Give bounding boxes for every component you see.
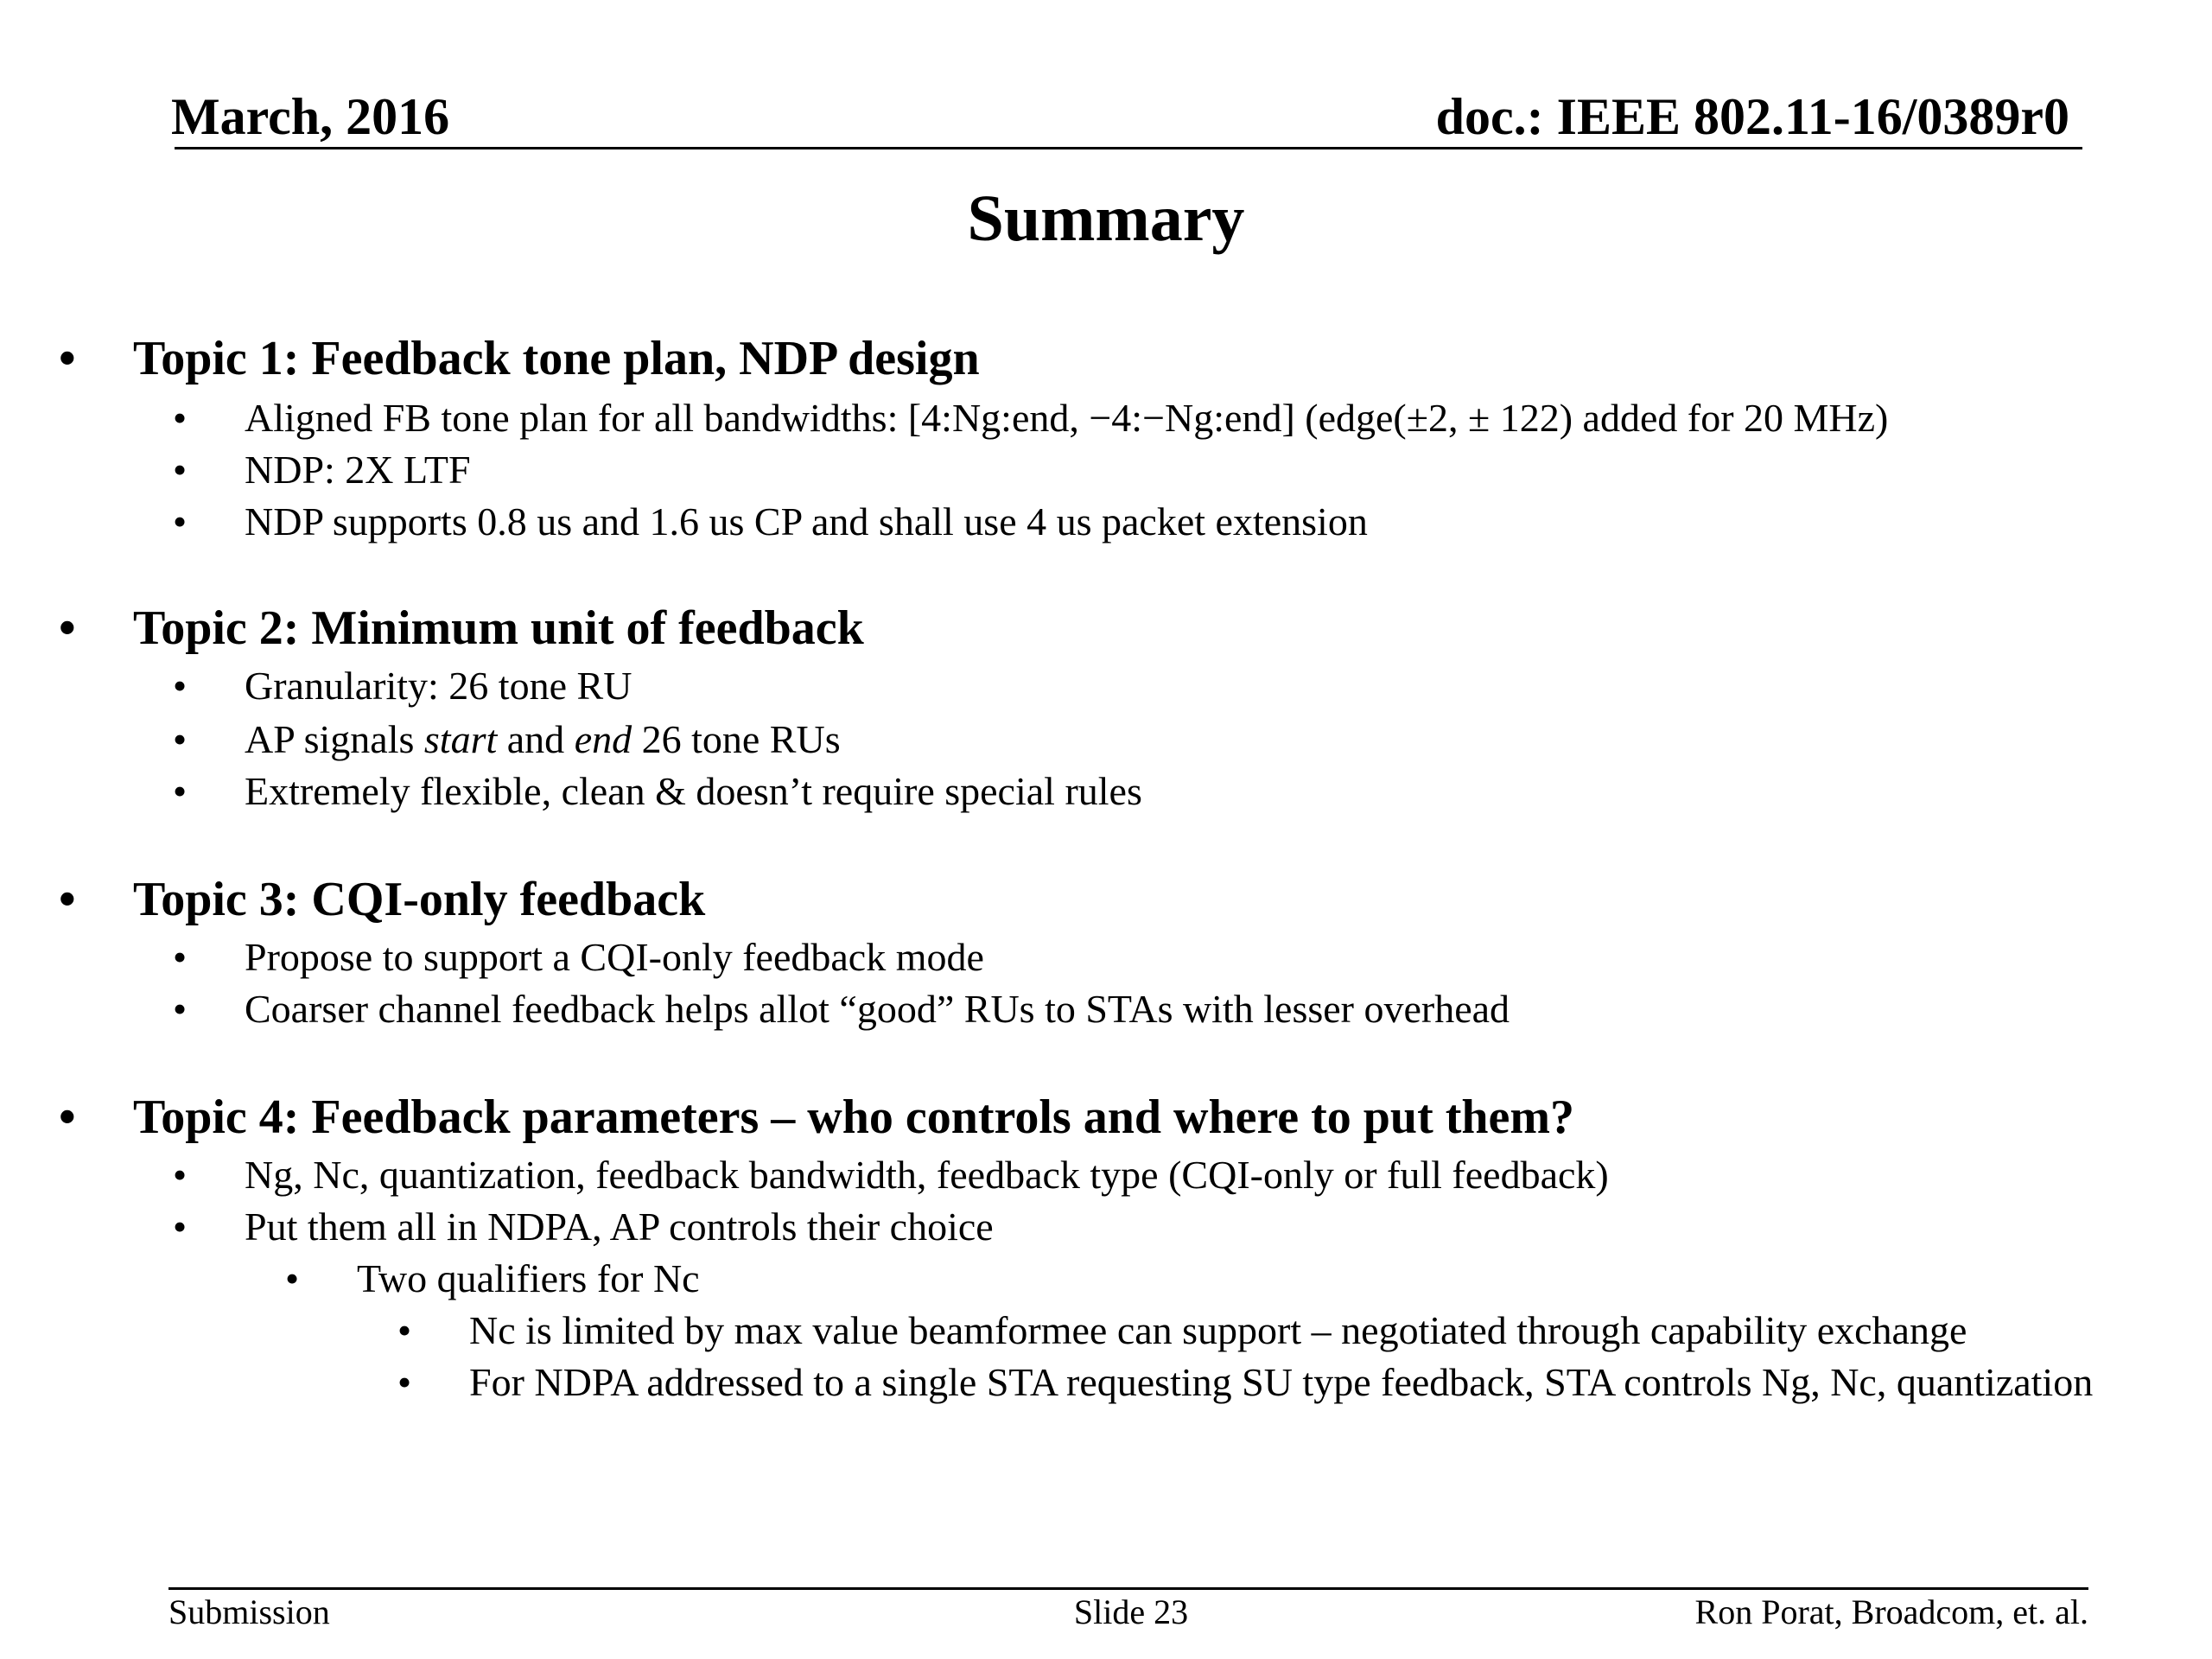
topic-3-item-1: Propose to support a CQI-only feedback mode bbox=[245, 935, 984, 979]
topic-4-subsubitem-1: Nc is limited by max value beamformee can support – negotiated through capability exchange bbox=[469, 1308, 1967, 1352]
topic-1-item-2: NDP: 2X LTF bbox=[245, 448, 471, 492]
item-text-part: AP signals bbox=[245, 717, 424, 761]
header-divider bbox=[175, 147, 2082, 149]
footer-submission: Submission bbox=[168, 1592, 330, 1631]
topic-1-heading: Topic 1: Feedback tone plan, NDP design bbox=[133, 332, 980, 385]
item-text-emphasis: start bbox=[423, 717, 498, 761]
bullet-icon: • bbox=[173, 935, 188, 979]
header-doc-id: doc.: IEEE 802.11-16/0389r0 bbox=[1435, 88, 2069, 145]
topic-2-item-2 bbox=[245, 715, 841, 764]
topic-1-item-3: NDP supports 0.8 us and 1.6 us CP and shall use 4 us packet extension bbox=[245, 499, 1368, 543]
bullet-icon: • bbox=[59, 873, 76, 926]
topic-4-item-2: Put them all in NDPA, AP controls their choice bbox=[245, 1205, 994, 1249]
slide-title: Summary bbox=[967, 182, 1245, 255]
bullet-icon: • bbox=[173, 1153, 188, 1197]
bullet-icon: • bbox=[173, 987, 188, 1031]
bullet-icon: • bbox=[59, 332, 76, 385]
bullet-icon: • bbox=[59, 601, 76, 655]
item-text-part: and bbox=[497, 717, 575, 761]
header-date: March, 2016 bbox=[171, 88, 450, 145]
topic-3-heading: Topic 3: CQI-only feedback bbox=[133, 873, 706, 926]
footer-slide-number: Slide 23 bbox=[1073, 1592, 1189, 1631]
bullet-icon: • bbox=[173, 664, 188, 708]
bullet-icon: • bbox=[173, 448, 188, 492]
bullet-icon: • bbox=[397, 1360, 412, 1404]
topic-4-item-1: Ng, Nc, quantization, feedback bandwidth, feedback type (CQI-only or full feedback) bbox=[245, 1153, 1609, 1197]
bullet-icon: • bbox=[173, 499, 188, 543]
topic-2-item-1: Granularity: 26 tone RU bbox=[245, 664, 632, 708]
bullet-icon: • bbox=[173, 717, 188, 761]
topic-2-heading: Topic 2: Minimum unit of feedback bbox=[133, 601, 864, 655]
topic-3-item-2: Coarser channel feedback helps allot “good” RUs to STAs with lesser overhead bbox=[245, 987, 1510, 1031]
bullet-icon: • bbox=[397, 1308, 412, 1352]
item-text-part: 26 tone RUs bbox=[632, 717, 841, 761]
bullet-icon: • bbox=[285, 1256, 300, 1300]
item-text-emphasis: end bbox=[574, 717, 632, 761]
footer-author: Ron Porat, Broadcom, et. al. bbox=[1694, 1592, 2088, 1631]
bullet-icon: • bbox=[173, 1205, 188, 1249]
topic-4-subitem: Two qualifiers for Nc bbox=[357, 1256, 700, 1300]
topic-4-subsubitem-2: For NDPA addressed to a single STA requesting SU type feedback, STA controls Ng, Nc, quantization bbox=[469, 1360, 2094, 1404]
topic-2-item-3: Extremely flexible, clean & doesn’t require special rules bbox=[245, 769, 1142, 813]
topic-1-item-1: Aligned FB tone plan for all bandwidths: [4:Ng:end, −4:−Ng:end] (edge(±2, ± 122) added for 20 MHz) bbox=[245, 396, 1889, 440]
bullet-icon: • bbox=[173, 769, 188, 813]
bullet-icon: • bbox=[59, 1090, 76, 1144]
bullet-icon: • bbox=[173, 396, 188, 440]
topic-4-heading: Topic 4: Feedback parameters – who controls and where to put them? bbox=[133, 1090, 1575, 1144]
